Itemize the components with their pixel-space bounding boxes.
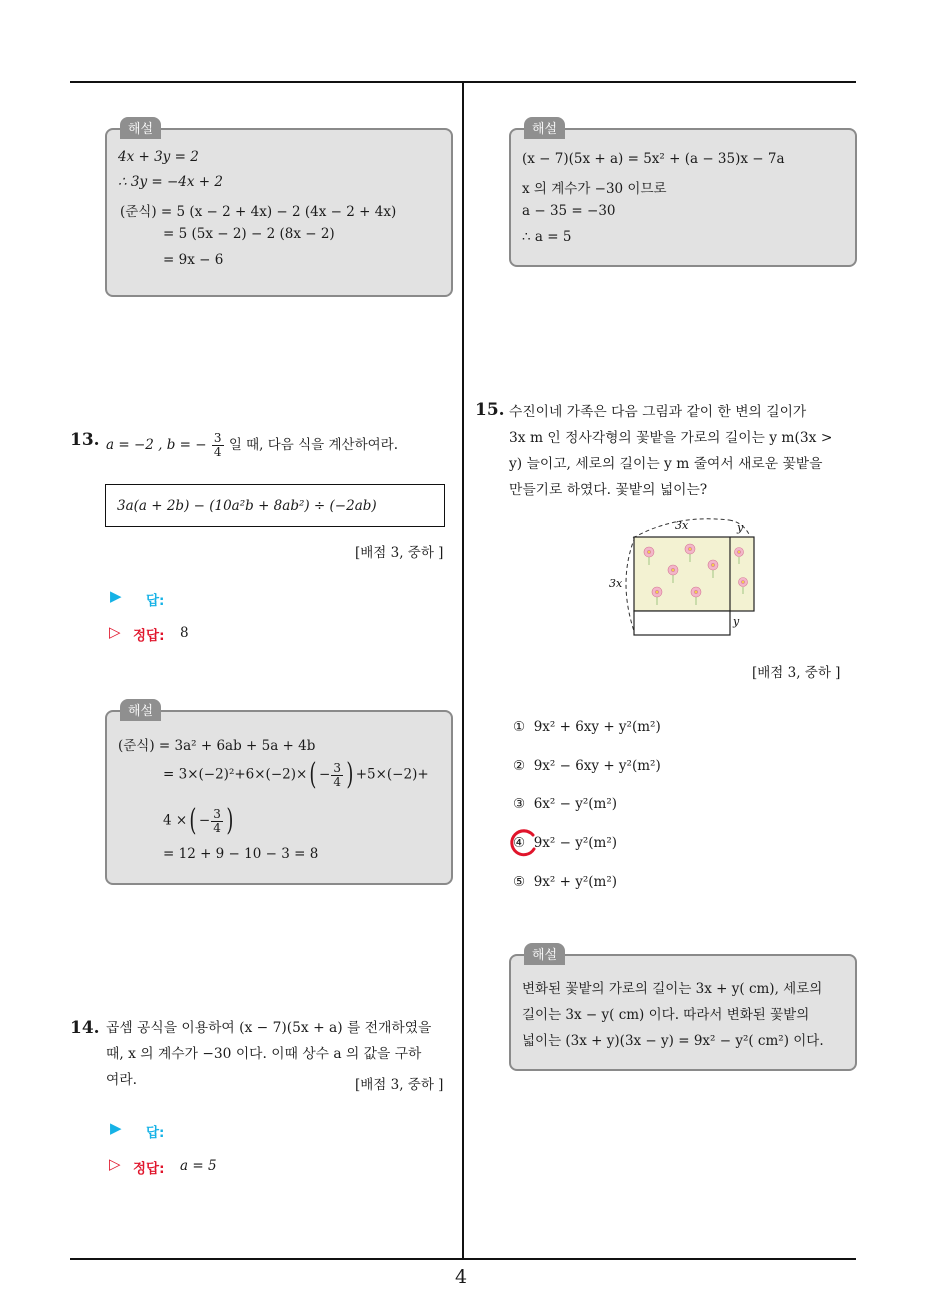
expression: 3a(a + 2b) − (10a²b + 8ab²) ÷ (−2ab) xyxy=(117,498,377,514)
question-line: 곱셈 공식을 이용하여 (x − 7)(5x + a) 를 전개하였을 xyxy=(106,1020,432,1036)
solution-line: ∴ a = 5 xyxy=(522,229,572,245)
option-text: 9x² − y²(m²) xyxy=(533,835,617,851)
option-mark: ② xyxy=(513,758,526,774)
option-3[interactable] xyxy=(513,796,617,812)
solution-box xyxy=(509,128,857,267)
fraction-denominator: 4 xyxy=(333,774,341,789)
option-1[interactable] xyxy=(513,719,661,735)
prompt-part: 일 때, 다음 식을 계산하여라. xyxy=(228,437,399,453)
solution-line xyxy=(163,803,236,838)
fraction-numerator: 3 xyxy=(213,431,222,445)
option-mark: ⑤ xyxy=(513,874,526,890)
fraction xyxy=(212,432,224,459)
paren-open: ( xyxy=(189,803,197,838)
option-text: 9x² − 6xy + y²(m²) xyxy=(533,758,661,774)
solution-line: (x − 7)(5x + a) = 5x² + (a − 35)x − 7a xyxy=(522,151,785,167)
fraction-numerator: 3 xyxy=(333,760,341,775)
option-text: 9x² + 6xy + y²(m²) xyxy=(533,719,661,735)
key-label: 정답: xyxy=(133,628,165,644)
solution-part: +5×(−2)+ xyxy=(355,766,429,783)
solution-line: x 의 계수가 −30 이므로 xyxy=(522,181,667,197)
fraction xyxy=(331,762,343,789)
question-line: 여라. xyxy=(106,1072,138,1088)
solution-line: = 9x − 6 xyxy=(163,252,224,268)
solution-line: 넓이는 (3x + y)(3x − y) = 9x² − y²( cm²) 이다. xyxy=(522,1033,824,1049)
question-number: 14. xyxy=(70,1018,100,1038)
prompt-part: a = −2 , b = − xyxy=(106,437,207,453)
selected-answer-circle-icon xyxy=(506,827,540,861)
key-arrow-icon: ▷ xyxy=(109,623,121,641)
score-label: [배점 3, 중하 ] xyxy=(355,545,444,561)
label-top: 3x xyxy=(675,519,689,532)
fraction-denominator: 4 xyxy=(213,820,221,835)
paren-close: ) xyxy=(346,757,354,792)
answer-arrow-icon: ▶ xyxy=(110,587,122,605)
question-number: 15. xyxy=(475,400,505,420)
question-line: 3x m 인 정사각형의 꽃밭을 가로의 길이는 y m(3x > xyxy=(509,430,833,446)
answer-label: 답: xyxy=(146,593,165,609)
question-line: y) 늘이고, 세로의 길이는 y m 줄여서 새로운 꽃밭을 xyxy=(509,456,823,472)
answer-arrow-icon: ▶ xyxy=(110,1119,122,1137)
solution-part: 4 × xyxy=(163,812,188,829)
solution-tag: 해설 xyxy=(120,117,161,139)
label-left: 3x xyxy=(609,577,623,590)
question-number: 13. xyxy=(70,430,100,450)
removed-strip xyxy=(634,611,730,635)
solution-line: a − 35 = −30 xyxy=(522,203,616,219)
question-line: 수진이네 가족은 다음 그림과 같이 한 변의 길이가 xyxy=(509,404,807,420)
option-mark: ① xyxy=(513,719,526,735)
flower-bed-figure xyxy=(605,512,770,642)
fraction-numerator: 3 xyxy=(213,806,221,821)
label-top-right: y xyxy=(737,521,744,534)
solution-line xyxy=(163,757,429,792)
option-text: 9x² + y²(m²) xyxy=(533,874,617,890)
solution-part: = 3×(−2)²+6×(−2)× xyxy=(163,766,308,783)
option-5[interactable] xyxy=(513,874,617,890)
option-text: 6x² − y²(m²) xyxy=(533,796,617,812)
solution-line: (준식) = 3a² + 6ab + 5a + 4b xyxy=(118,738,316,754)
fraction xyxy=(211,808,223,835)
solution-tag: 해설 xyxy=(524,943,565,965)
negative-sign: − xyxy=(319,766,331,783)
answer-label: 답: xyxy=(146,1125,165,1141)
option-2[interactable] xyxy=(513,758,661,774)
option-mark: ④ xyxy=(513,835,526,851)
solution-tag: 해설 xyxy=(524,117,565,139)
paren-open: ( xyxy=(309,757,317,792)
solution-line: 변화된 꽃밭의 가로의 길이는 3x + y( cm), 세로의 xyxy=(522,981,823,997)
solution-line: ∴ 3y = −4x + 2 xyxy=(118,174,223,190)
page-number: 4 xyxy=(455,1266,468,1288)
question-line: 만들기로 하였다. 꽃밭의 넓이는? xyxy=(509,482,708,498)
negative-sign: − xyxy=(198,812,211,829)
option-mark: ③ xyxy=(513,796,526,812)
solution-line: = 5 (5x − 2) − 2 (8x − 2) xyxy=(163,226,335,242)
solution-line: = 12 + 9 − 10 − 3 = 8 xyxy=(163,846,319,862)
solution-line: 4x + 3y = 2 xyxy=(118,149,199,165)
solution-tag: 해설 xyxy=(120,699,161,721)
question-line: 때, x 의 계수가 −30 이다. 이때 상수 a 의 값을 구하 xyxy=(106,1046,422,1062)
solution-line: 길이는 3x − y( cm) 이다. 따라서 변화된 꽃밭의 xyxy=(522,1007,810,1023)
solution-line: (준식) = 5 (x − 2 + 4x) − 2 (4x − 2 + 4x) xyxy=(120,204,397,220)
key-value: 8 xyxy=(180,625,189,641)
bottom-rule xyxy=(70,1258,856,1260)
fraction-denominator: 4 xyxy=(213,445,222,459)
key-arrow-icon: ▷ xyxy=(109,1155,121,1173)
question-text xyxy=(509,399,861,503)
score-label: [배점 3, 중하 ] xyxy=(752,665,841,681)
paren-close: ) xyxy=(226,803,234,838)
score-label: [배점 3, 중하 ] xyxy=(355,1077,444,1093)
key-label: 정답: xyxy=(133,1161,165,1177)
key-value: a = 5 xyxy=(180,1158,217,1174)
question-prompt xyxy=(106,432,398,459)
column-divider xyxy=(462,82,464,1260)
label-bottom-right: y xyxy=(733,615,740,628)
